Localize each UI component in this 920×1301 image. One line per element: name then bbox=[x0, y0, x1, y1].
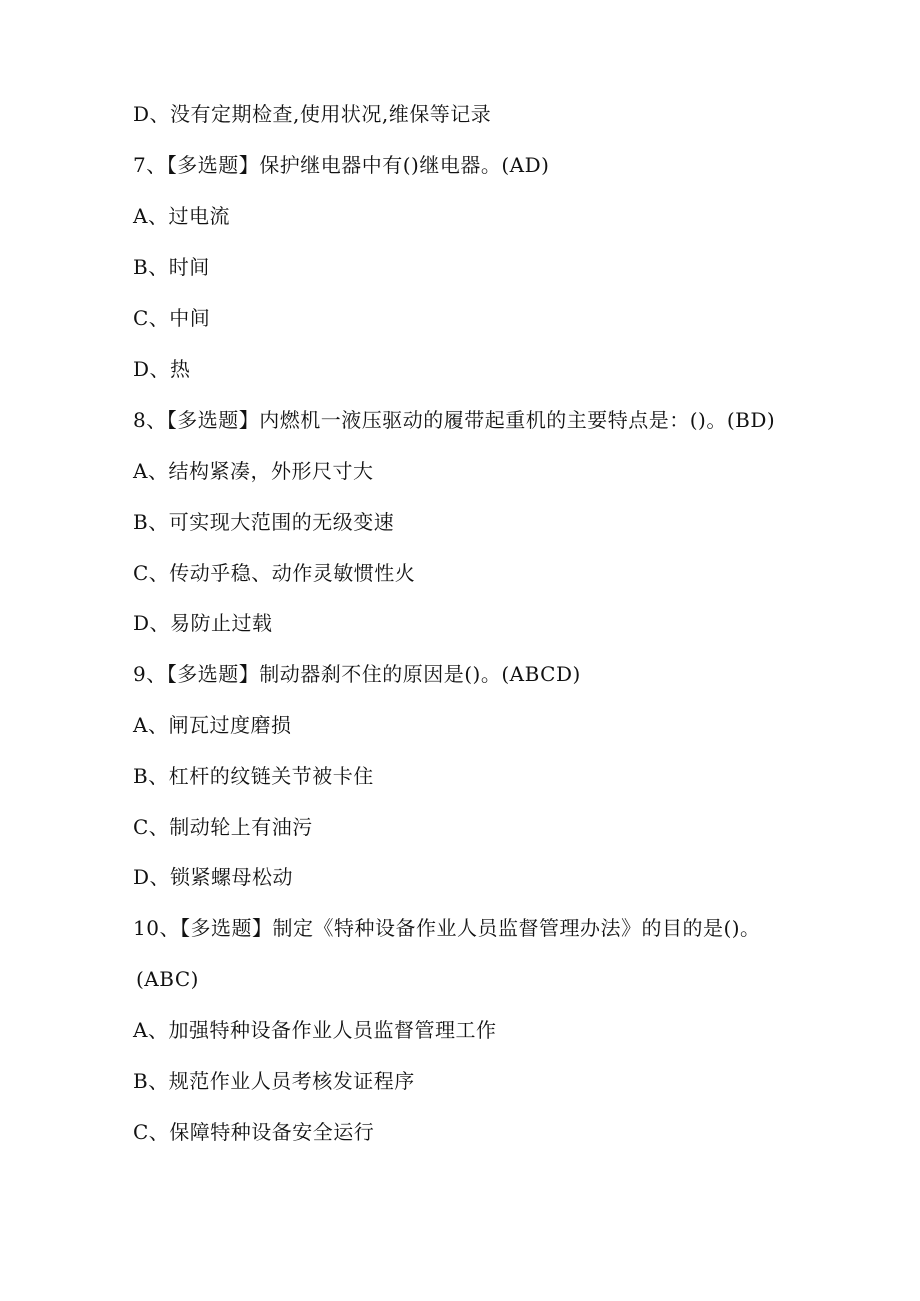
q7-option-d: D、热 bbox=[133, 357, 191, 381]
q8-question: 8、【多选题】内燃机一液压驱动的履带起重机的主要特点是：()。(BD) bbox=[133, 408, 776, 432]
q9-option-c: C、制动轮上有油污 bbox=[133, 815, 313, 839]
q8-option-a: A、结构紧凑，外形尺寸大 bbox=[133, 459, 374, 483]
q7-option-a: A、过电流 bbox=[133, 204, 230, 228]
q10-option-a: A、加强特种设备作业人员监督管理工作 bbox=[133, 1018, 497, 1042]
q9-question: 9、【多选题】制动器刹不住的原因是()。(ABCD) bbox=[133, 662, 581, 686]
q7-option-b: B、时间 bbox=[133, 255, 210, 279]
q6-option-d: D、没有定期检查,使用状况,维保等记录 bbox=[133, 102, 492, 126]
q10-answer: (ABC) bbox=[136, 967, 199, 991]
q10-question: 10、【多选题】制定《特种设备作业人员监督管理办法》的目的是()。 bbox=[133, 916, 761, 940]
q8-option-c: C、传动乎稳、动作灵敏惯性火 bbox=[133, 561, 416, 585]
q8-option-d: D、易防止过载 bbox=[133, 611, 273, 635]
q8-option-b: B、可实现大范围的无级变速 bbox=[133, 510, 395, 534]
q10-option-c: C、保障特种设备安全运行 bbox=[133, 1120, 375, 1144]
q10-option-b: B、规范作业人员考核发证程序 bbox=[133, 1069, 415, 1093]
q9-option-d: D、锁紧螺母松动 bbox=[133, 865, 294, 889]
q9-option-a: A、闸瓦过度磨损 bbox=[133, 713, 292, 737]
q9-option-b: B、杠杆的纹链关节被卡住 bbox=[133, 764, 374, 788]
q7-question: 7、【多选题】保护继电器中有()继电器。(AD) bbox=[133, 153, 550, 177]
q7-option-c: C、中间 bbox=[133, 306, 211, 330]
